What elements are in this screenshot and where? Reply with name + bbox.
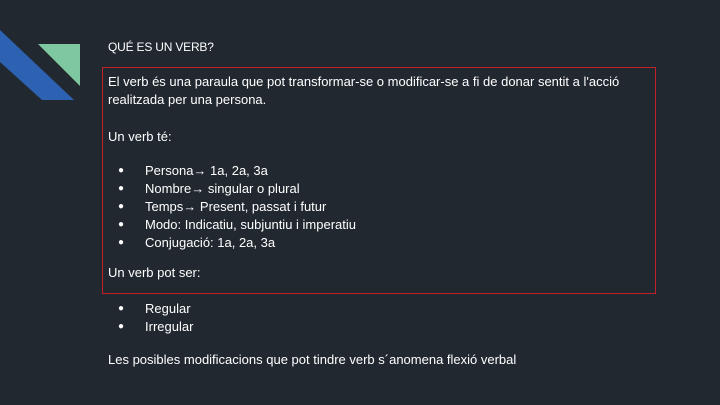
has-list: [118, 162, 356, 252]
list-item: [118, 318, 193, 336]
list-item: [118, 300, 193, 318]
list-item-text: Temps→ Present, passat i futur: [145, 199, 327, 214]
list-item-text: Conjugació: 1a, 2a, 3a: [145, 235, 276, 250]
list-item: [118, 198, 356, 216]
bullet-icon: ●: [118, 183, 125, 194]
corner-decoration: [0, 0, 90, 100]
footer-text: Les posibles modificacions que pot tindre verb s´anomena flexió verbal: [108, 352, 517, 367]
has-heading: Un verb té:: [108, 129, 172, 144]
list-item: [118, 216, 356, 234]
list-item-text: Regular: [145, 301, 191, 316]
list-item-text: Irregular: [145, 319, 194, 334]
list-item: [118, 234, 356, 252]
bullet-icon: ●: [118, 237, 125, 248]
list-item-text: Modo: Indicatiu, subjuntiu i imperatiu: [145, 217, 357, 232]
list-item: [118, 180, 356, 198]
bullet-icon: ●: [118, 201, 125, 212]
list-item-text: Persona→ 1a, 2a, 3a: [145, 163, 268, 178]
can-be-heading: Un verb pot ser:: [108, 265, 201, 280]
bullet-icon: ●: [118, 165, 125, 176]
can-be-list: [118, 300, 193, 336]
slide-title: QUÉ ES UN VERB?: [108, 40, 214, 54]
list-item: [118, 162, 356, 180]
bullet-icon: ●: [118, 321, 125, 332]
bullet-icon: ●: [118, 219, 125, 230]
list-item-text: Nombre→ singular o plural: [145, 181, 300, 196]
bullet-icon: ●: [118, 303, 125, 314]
definition-text: El verb és una paraula que pot transformar-se o modificar-se a fi de donar sentit a l'acció realitzada per una persona.: [108, 74, 620, 107]
